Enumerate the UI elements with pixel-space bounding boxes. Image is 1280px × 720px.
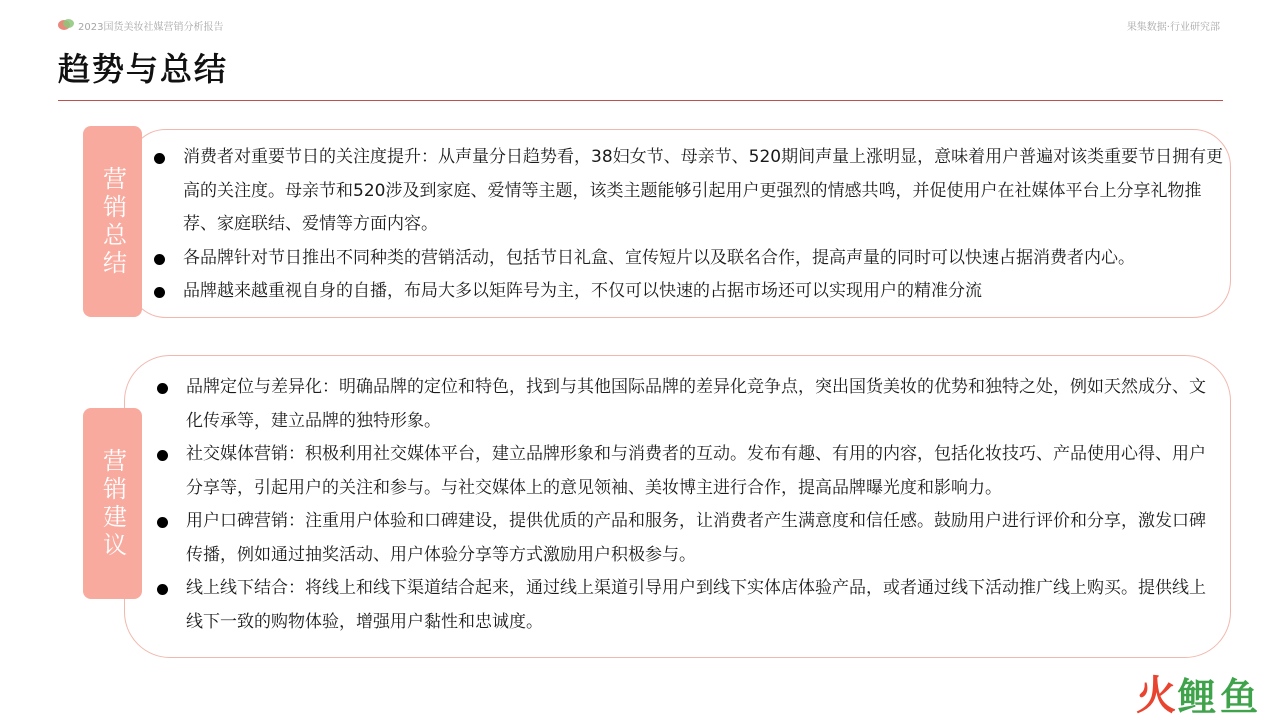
advice-list [157,371,1221,639]
advice-item-text: 社交媒体营销：积极利用社交媒体平台，建立品牌形象和与消费者的互动。发布有趣、有用的内容，包括化妆技巧、产品使用心得、用户分享等，引起用户的关注和参与。与社交媒体上的意见领袖、美妆博主进行合作，提高品牌曝光度和影响力。 [186,444,1206,498]
bullet-dot-icon [157,450,168,461]
advice-item [157,438,1221,505]
bullet-dot-icon [157,383,168,394]
bullet-dot-icon [157,584,168,595]
summary-item [154,141,1226,242]
advice-item-text: 用户口碑营销：注重用户体验和口碑建设，提供优质的产品和服务，让消费者产生满意度和信任感。鼓励用户进行评价和分享，激发口碑传播，例如通过抽奖活动、用户体验分享等方式激励用户积极参与。 [186,511,1206,565]
summary-list [154,141,1226,309]
summary-item [154,242,1226,276]
advice-tag-label: 营销建议 [98,447,127,560]
advice-item-text: 线上线下结合：将线上和线下渠道结合起来，通过线上渠道引导用户到线下实体店体验产品，或者通过线下活动推广线上购买。提供线上线下一致的购物体验，增强用户黏性和忠诚度。 [186,578,1206,632]
bullet-dot-icon [154,153,165,164]
bullet-dot-icon [154,254,165,265]
advice-item [157,371,1221,438]
advice-tag [83,408,142,599]
page-title: 趋势与总结 [58,50,229,88]
summary-item [154,275,1226,309]
summary-item-text: 各品牌针对节日推出不同种类的营销活动，包括节日礼盒、宣传短片以及联名合作，提高声量的同时可以快速占据消费者内心。 [183,247,1135,268]
bullet-dot-icon [154,287,165,298]
summary-item-text: 品牌越来越重视自身的自播，布局大多以矩阵号为主，不仅可以快速的占据市场还可以实现用户的精准分流 [183,281,982,301]
watermark-fire: 火 [1135,673,1176,719]
advice-item-text: 品牌定位与差异化：明确品牌的定位和特色，找到与其他国际品牌的差异化竞争点，突出国货美妆的优势和独特之处，例如天然成分、文化传承等，建立品牌的独特形象。 [186,377,1206,431]
advice-item [157,572,1221,639]
advice-item [157,505,1221,572]
title-divider [58,100,1223,101]
watermark-logo [1135,673,1258,719]
report-name: 2023国货美妆社媒营销分析报告 [78,21,224,33]
source-label: 果集数据·行业研究部 [1126,22,1220,33]
summary-tag [83,126,142,317]
watermark-carp: 鲤 [1177,675,1216,719]
summary-tag-label: 营销总结 [98,165,127,278]
bullet-dot-icon [157,517,168,528]
summary-item-text: 消费者对重要节日的关注度提升：从声量分日趋势看，38妇女节、母亲节、520期间声量上涨明显，意味着用户普遍对该类重要节日拥有更高的关注度。母亲节和520涉及到家庭、爱情等主题，该类主题能够引起用户更强烈的情感共鸣，并促使用户在社媒体平台上分享礼物推荐、家庭联结、爱情等方面内容。 [183,147,1224,234]
report-header [58,16,223,34]
brand-logo-icon [58,19,74,31]
watermark-fish: 鱼 [1219,675,1258,719]
